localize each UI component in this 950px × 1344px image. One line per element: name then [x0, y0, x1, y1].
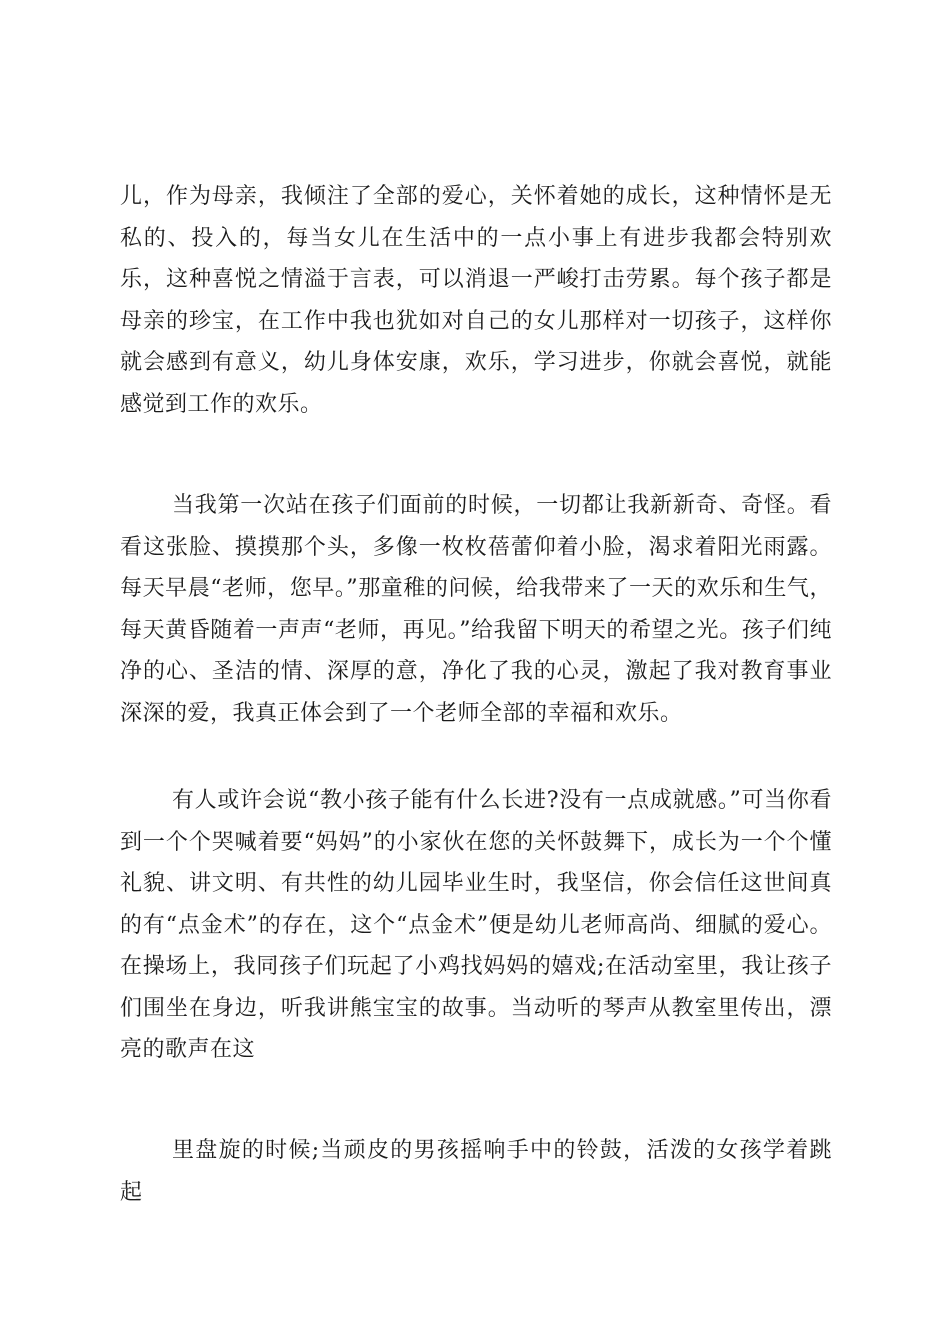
paragraph-continuation: 儿，作为母亲，我倾注了全部的爱心，关怀着她的成长，这种情怀是无私的、投入的，每当女儿在生活中的一点小事上有进步我都会特别欢乐，这种喜悦之情溢于言表，可以消退一严峻打击劳累。每个孩子都是母亲的珍宝，在工作中我也犹如对自己的女儿那样对一切孩子，这样你就会感到有意义，幼儿身体安康，欢乐，学习进步，你就会喜悦，就能感觉到工作的欢乐。	[120, 184, 832, 417]
paragraph-achievement: 有人或许会说“教小孩子能有什么长进?没有一点成就感。”可当你看到一个个哭喊着要“妈妈”的小家伙在您的关怀鼓舞下，成长为一个个懂礼貌、讲文明、有共性的幼儿园毕业生时，我坚信，你会信任这世间真的有“点金术”的存在，这个“点金术”便是幼儿老师高尚、细腻的爱心。在操场上，我同孩子们玩起了小鸡找妈妈的嬉戏;在活动室里，我让孩子们围坐在身边，听我讲熊宝宝的故事。当动听的琴声从教室里传出，漂亮的歌声在这	[120, 788, 832, 1062]
paragraph-first-day: 当我第一次站在孩子们面前的时候，一切都让我新新奇、奇怪。看看这张脸、摸摸那个头，多像一枚枚蓓蕾仰着小脸，渴求着阳光雨露。每天早晨“老师，您早。”那童稚的问候，给我带来了一天的欢乐和生气，每天黄昏随着一声声“老师，再见。”给我留下明天的希望之光。孩子们纯净的心、圣洁的情、深厚的意，净化了我的心灵，激起了我对教育事业深深的爱，我真正体会到了一个老师全部的幸福和欢乐。	[120, 493, 832, 726]
paragraph-music: 里盘旋的时候;当顽皮的男孩摇响手中的铃鼓，活泼的女孩学着跳起	[120, 1138, 832, 1205]
